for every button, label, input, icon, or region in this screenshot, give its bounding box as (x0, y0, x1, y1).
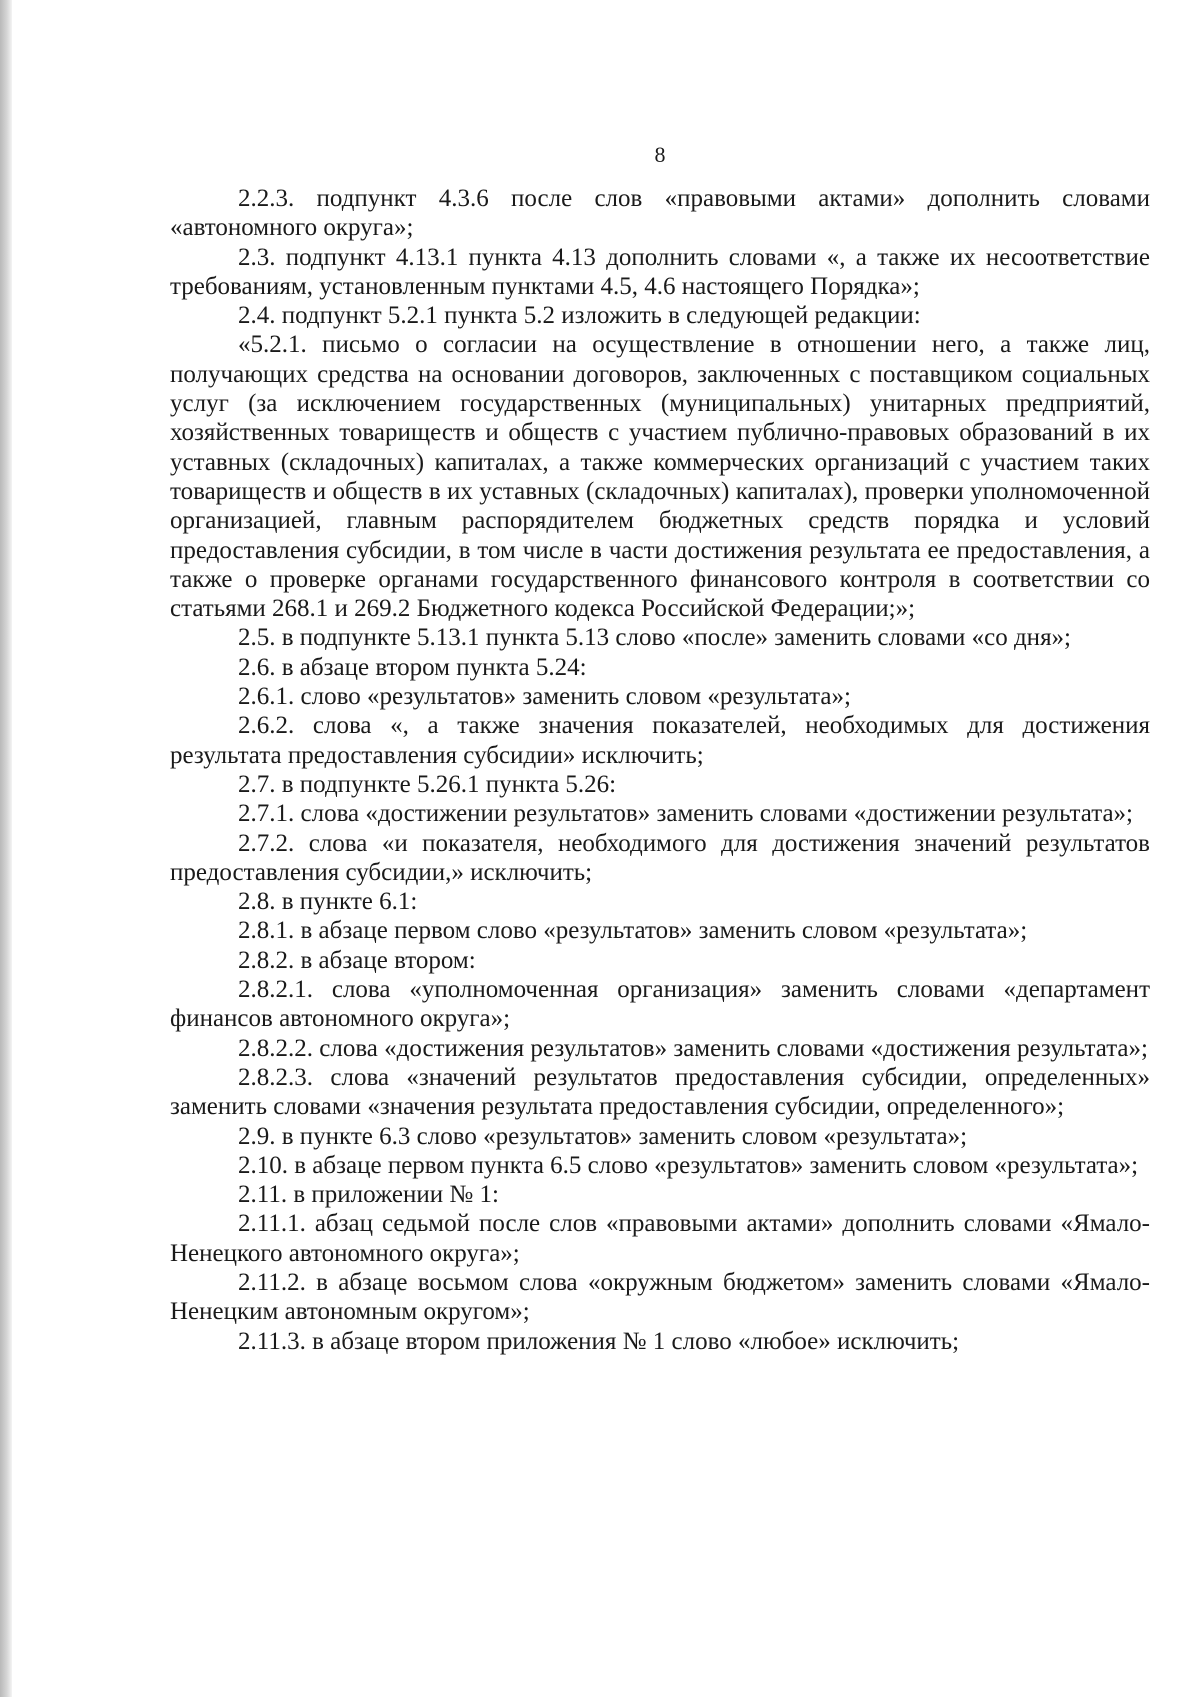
paragraph-2-7-1: 2.7.1. слова «достижении результатов» заменить словами «достижении результата»; (238, 800, 1133, 828)
paragraph-2-11-1: 2.11.1. абзац седьмой после слов «правовыми актами» дополнить словами «Ямало-Ненецкого автономного округа»; (170, 1210, 1150, 1267)
paragraph-2-8-2-2: 2.8.2.2. слова «достижения результатов» заменить словами «достижения результата»; (238, 1034, 1148, 1062)
paragraph-5-2-1-new-text: «5.2.1. письмо о согласии на осуществление в отношении него, а также лиц, получающих средства на основании договоров, заключенных с поставщиком социальных услуг (за исключением государственных (муниципальных) унитарных предприятий, хозяйственных товариществ и обществ с участием публично-правовых образований в их уставных (складочных) капиталах, а также коммерческих организаций с участием таких товариществ и обществ в их уставных (складочных) капиталах), проверки уполномоченной организацией, главным распорядителем бюджетных средств порядка и условий предоставления субсидии, в том числе в части достижения результата ее предоставления, а также о проверке органами государственного финансового контроля в соответствии со статьями 268.1 и 269.2 Бюджетного кодекса Российской Федерации;»; (170, 331, 1150, 623)
paragraph-2-5: 2.5. в подпункте 5.13.1 пункта 5.13 слово «после» заменить словами «со дня»; (238, 624, 1072, 652)
paragraph-2-8: 2.8. в пункте 6.1: (238, 888, 418, 916)
paragraph-2-6-1: 2.6.1. слово «результатов» заменить словом «результата»; (238, 683, 851, 711)
paragraph-2-7-2: 2.7.2. слова «и показателя, необходимого для достижения значений результатов предоставления субсидии,» исключить; (170, 829, 1150, 886)
paragraph-2-11-2: 2.11.2. в абзаце восьмом слова «окружным бюджетом» заменить словами «Ямало-Ненецким автономным округом»; (170, 1268, 1150, 1326)
paragraph-2-4: 2.4. подпункт 5.2.1 пункта 5.2 изложить в следующей редакции: (238, 302, 921, 330)
paragraph-2-6-2: 2.6.2. слова «, а также значения показателей, необходимых для достижения результата предоставления субсидии» исключить; (170, 712, 1150, 769)
paragraph-2-11-3: 2.11.3. в абзаце втором приложения № 1 слово «любое» исключить; (238, 1327, 960, 1355)
paragraph-2-2-3: 2.2.3. подпункт 4.3.6 после слов «правовыми актами» дополнить словами «автономного округа»; (170, 185, 1150, 242)
paragraph-2-8-2-1: 2.8.2.1. слова «уполномоченная организация» заменить словами «департамент финансов автономного округа»; (170, 976, 1150, 1033)
paragraph-2-8-2-3: 2.8.2.3. слова «значений результатов предоставления субсидии, определенных» заменить словами «значения результата предоставления субсидии, определенного»; (170, 1063, 1150, 1121)
paragraph-2-10: 2.10. в абзаце первом пункта 6.5 слово «результатов» заменить словом «результата»; (238, 1151, 1139, 1179)
document-body (170, 184, 1150, 1356)
paragraph-2-3: 2.3. подпункт 4.13.1 пункта 4.13 дополнить словами «, а также их несоответствие требованиям, установленным пунктами 4.5, 4.6 настоящего Порядка»; (170, 243, 1150, 300)
paragraph-2-9: 2.9. в пункте 6.3 слово «результатов» заменить словом «результата»; (238, 1122, 968, 1150)
paragraph-2-8-1: 2.8.1. в абзаце первом слово «результатов» заменить словом «результата»; (238, 917, 1028, 945)
page-number: 8 (654, 142, 666, 167)
paragraph-2-8-2: 2.8.2. в абзаце втором: (238, 946, 476, 974)
scan-edge-shadow (0, 0, 12, 1697)
paragraph-2-6: 2.6. в абзаце втором пункта 5.24: (238, 653, 587, 681)
paragraph-2-11: 2.11. в приложении № 1: (238, 1181, 499, 1209)
paragraph-2-7: 2.7. в подпункте 5.26.1 пункта 5.26: (238, 770, 617, 798)
